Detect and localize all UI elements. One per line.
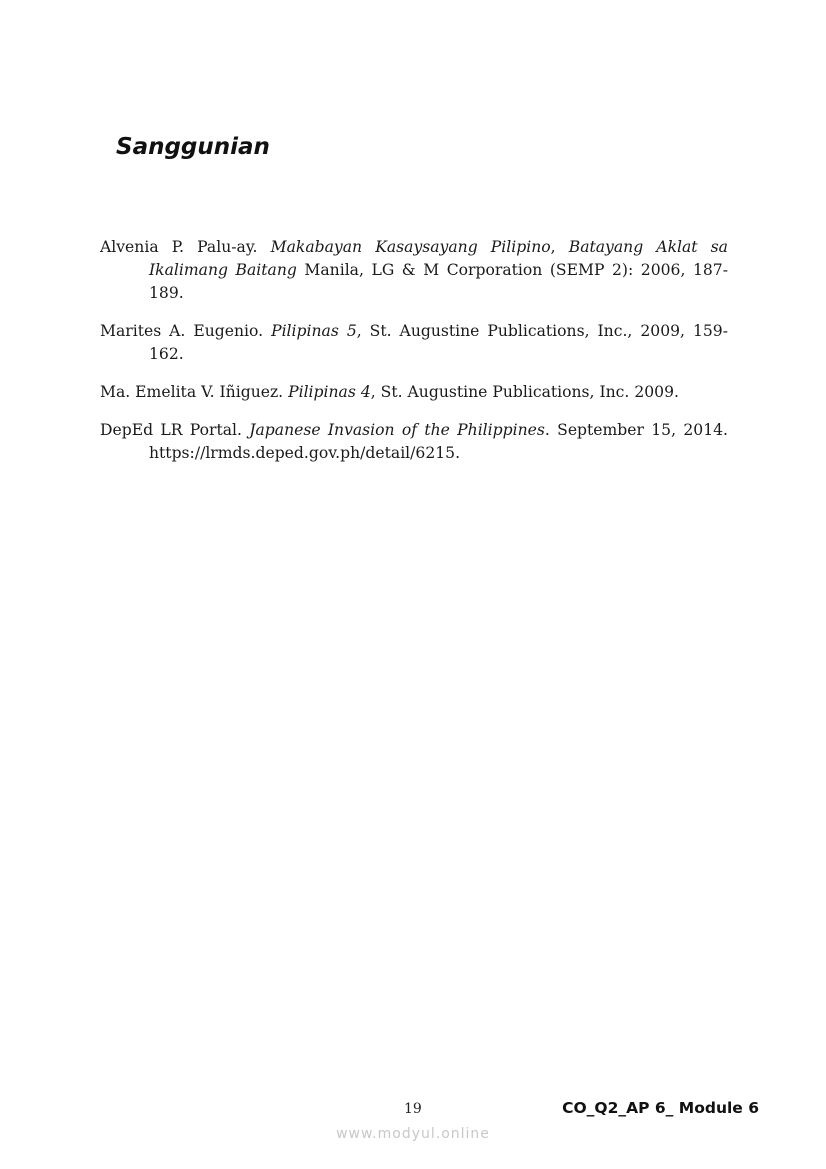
reference-item xyxy=(100,320,728,366)
ref-author: DepEd LR Portal. xyxy=(100,421,250,439)
ref-publication: , St. Augustine Publications, Inc. 2009. xyxy=(370,383,679,401)
page-heading: Sanggunian xyxy=(116,134,270,160)
ref-subtitle: Batayang Aklat sa Ikalimang Baitang xyxy=(149,238,728,279)
ref-author: Alvenia P. Palu-ay. xyxy=(100,238,271,256)
ref-author: Ma. Emelita V. Iñiguez. xyxy=(100,383,289,401)
module-code: CO_Q2_AP 6_ Module 6 xyxy=(562,1099,759,1117)
ref-title: Pilipinas 5 xyxy=(271,322,357,340)
reference-item xyxy=(100,419,728,465)
ref-publication: , St. Augustine Publications, Inc., 2009, 159-162. xyxy=(149,322,728,363)
page-number: 19 xyxy=(404,1101,422,1117)
ref-publication: Manila, LG & M Corporation (SEMP 2): 2006, 187-189. xyxy=(149,261,728,302)
ref-title: Pilipinas 4 xyxy=(288,383,371,401)
ref-title: Makabayan Kasaysayang Pilipino xyxy=(270,238,551,256)
reference-list xyxy=(100,236,728,480)
ref-publication: . September 15, 2014. https://lrmds.deped.gov.ph/detail/6215. xyxy=(149,421,728,462)
watermark-text: www.modyul.online xyxy=(336,1126,490,1142)
ref-separator: , xyxy=(550,238,569,256)
reference-item xyxy=(100,236,728,305)
ref-title: Japanese Invasion of the Philippines xyxy=(249,421,545,439)
ref-author: Marites A. Eugenio. xyxy=(100,322,272,340)
reference-item xyxy=(100,381,728,404)
